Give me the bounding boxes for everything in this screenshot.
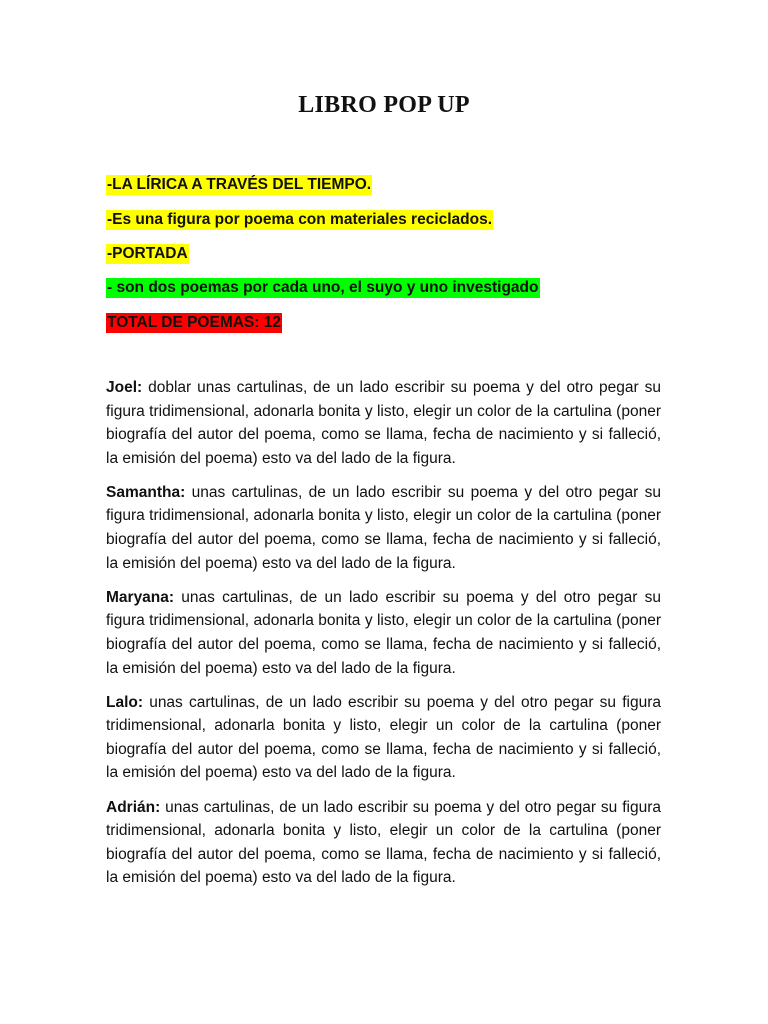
entry-text: unas cartulinas, de un lado escribir su poema y del otro pegar su figura tridimensional, adonarla bonita y listo, elegir un color de la cartulina (poner biografía del autor del poema, como se llama, fecha de nacimiento y si falleció, la emisión del poema) esto va del lado de la figura. [106, 798, 661, 887]
entry-lalo [106, 691, 661, 785]
entry-text: unas cartulinas, de un lado escribir su poema y del otro pegar su figura tridimensional, adonarla bonita y listo, elegir un color de la cartulina (poner biografía del autor del poema, como se llama, fecha de nacimiento y si falleció, la emisión del poema) esto va del lado de la figura. [106, 693, 661, 782]
highlight-dos-poemas: - son dos poemas por cada uno, el suyo y uno investigado [107, 279, 539, 296]
highlight-figura: -Es una figura por poema con materiales reciclados. [107, 211, 493, 228]
entry-text: unas cartulinas, de un lado escribir su poema y del otro pegar su figura tridimensional, adonarla bonita y listo, elegir un color de la cartulina (poner biografía del autor del poema, como se llama, fecha de nacimiento y si falleció, la emisión del poema) esto va del lado de la figura. [106, 588, 661, 677]
entry-name: Adrián: [106, 798, 161, 816]
entry-joel [106, 376, 661, 470]
entry-text: unas cartulinas, de un lado escribir su poema y del otro pegar su figura tridimensional, adonarla bonita y listo, elegir un color de la cartulina (poner biografía del autor del poema, como se llama, fecha de nacimiento y si falleció, la emisión del poema) esto va del lado de la figura. [106, 483, 661, 572]
entry-text: doblar unas cartulinas, de un lado escribir su poema y del otro pegar su figura tridimensional, adonarla bonita y listo, elegir un color de la cartulina (poner biografía del autor del poema, como se llama, fecha de nacimiento y si falleció, la emisión del poema) esto va del lado de la figura. [106, 379, 661, 467]
highlight-portada: -PORTADA [107, 245, 188, 262]
entry-name: Maryana: [106, 588, 175, 606]
entry-name: Lalo: [106, 693, 144, 711]
entry-name: Samantha: [106, 483, 186, 501]
document-title: LIBRO POP UP [298, 92, 470, 118]
entry-samantha [106, 481, 661, 575]
highlight-total-poemas: TOTAL DE POEMAS: 12 [107, 314, 281, 331]
entry-name: Joel: [106, 379, 143, 396]
entry-adrian [106, 796, 661, 890]
student-entries [106, 376, 661, 900]
entry-maryana [106, 586, 661, 680]
highlight-lirica: -LA LÍRICA A TRAVÉS DEL TIEMPO. [107, 176, 372, 193]
